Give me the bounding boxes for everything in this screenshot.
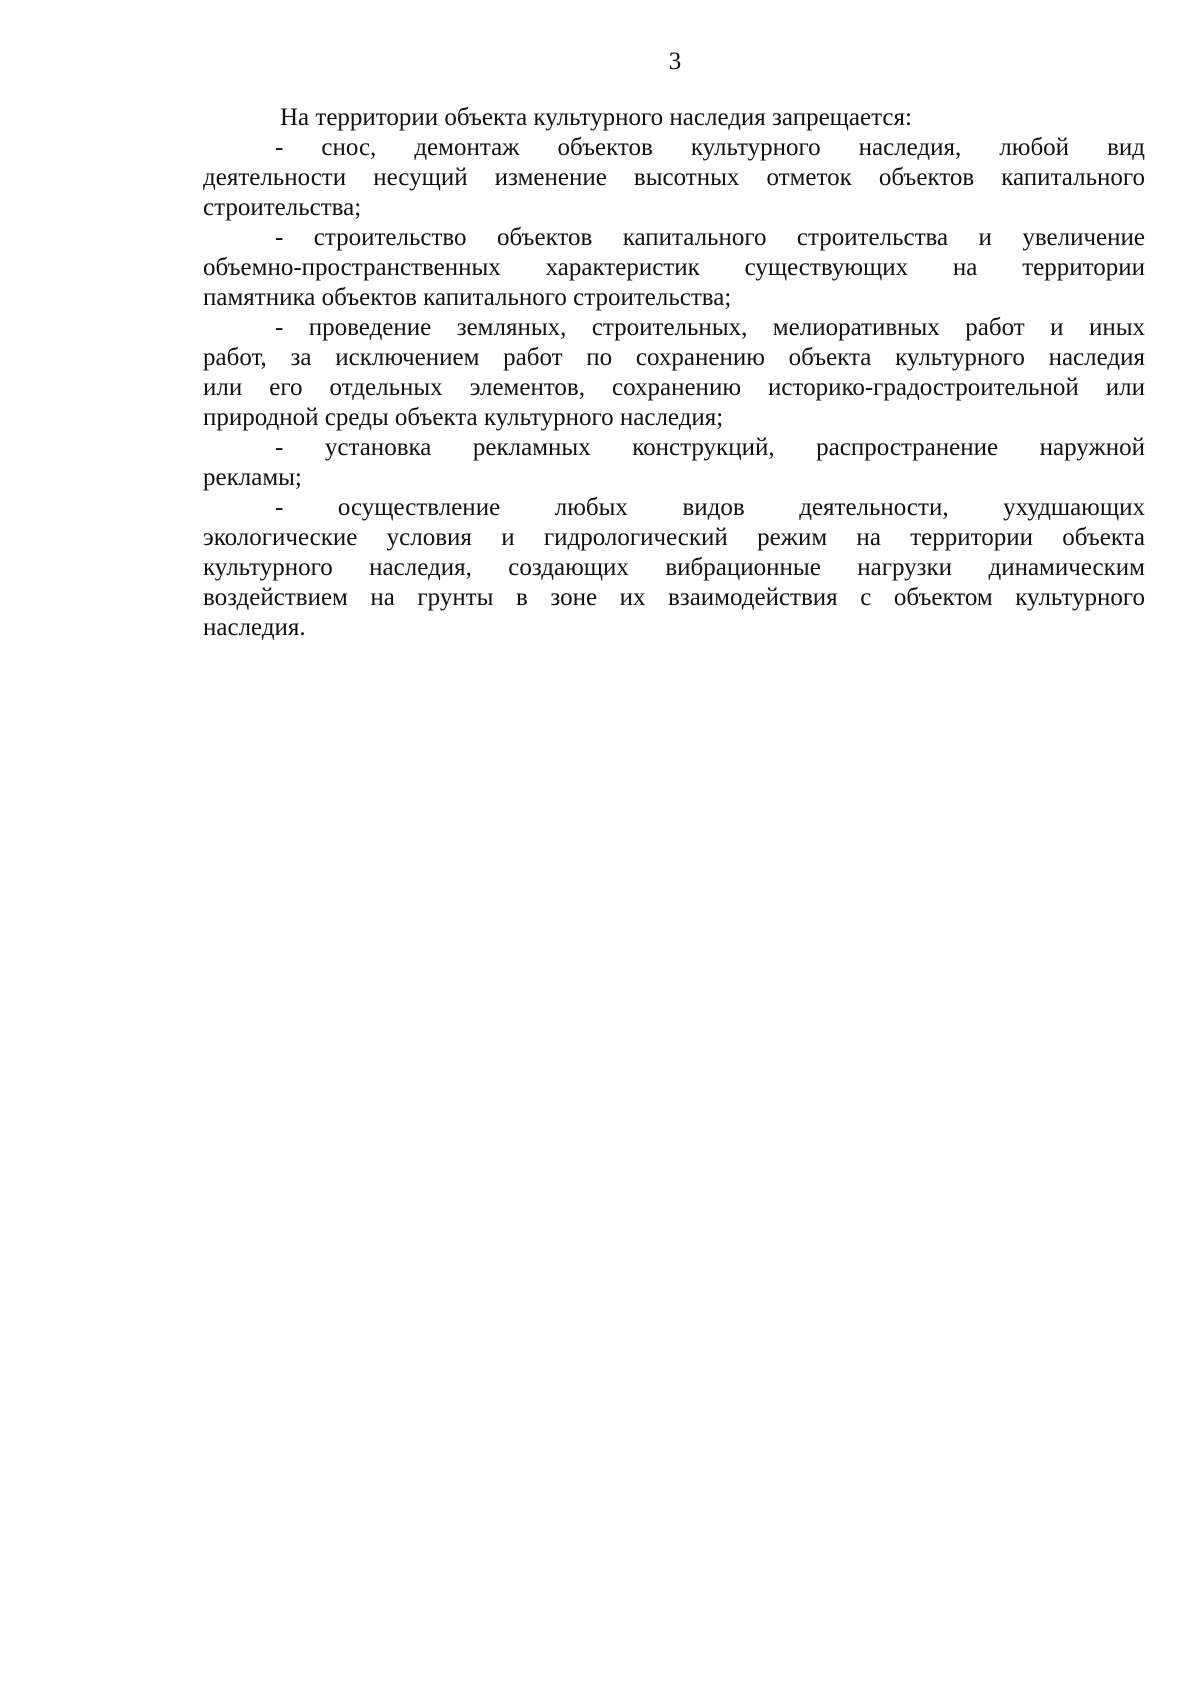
list-item-earthworks bbox=[203, 313, 1145, 433]
text-line: экологические условия и гидрологический режим на территории объекта bbox=[203, 524, 1145, 551]
text-line: строительства; bbox=[203, 194, 362, 221]
text-line: или его отдельных элементов, сохранению историко-градостроительной или bbox=[203, 374, 1145, 401]
text-line: - строительство объектов капитального строительства и увеличение bbox=[275, 224, 1145, 251]
text-line: - снос, демонтаж объектов культурного наследия, любой вид bbox=[275, 134, 1145, 161]
text-line: наследия. bbox=[203, 614, 306, 641]
list-item-construction bbox=[203, 223, 1145, 313]
intro-paragraph bbox=[203, 103, 1145, 133]
list-item-demolition bbox=[203, 133, 1145, 223]
text-line: - осуществление любых видов деятельности, ухудшающих bbox=[275, 494, 1145, 521]
text-line: воздействием на грунты в зоне их взаимодействия с объектом культурного bbox=[203, 584, 1145, 611]
page-number: 3 bbox=[668, 48, 682, 75]
text-line: работ, за исключением работ по сохранению объекта культурного наследия bbox=[203, 344, 1145, 371]
text-line: - проведение земляных, строительных, мелиоративных работ и иных bbox=[275, 314, 1145, 341]
document-body bbox=[203, 103, 1145, 643]
text-line: На территории объекта культурного наследия запрещается: bbox=[280, 104, 912, 131]
text-line: памятника объектов капитального строительства; bbox=[203, 284, 732, 311]
text-line: объемно-пространственных характеристик существующих на территории bbox=[203, 254, 1145, 281]
list-item-activities bbox=[203, 493, 1145, 643]
text-line: деятельности несущий изменение высотных отметок объектов капитального bbox=[203, 164, 1145, 191]
text-line: культурного наследия, создающих вибрационные нагрузки динамическим bbox=[203, 554, 1145, 581]
text-line: - установка рекламных конструкций, распространение наружной bbox=[275, 434, 1145, 461]
list-item-advertising bbox=[203, 433, 1145, 493]
text-line: рекламы; bbox=[203, 464, 302, 491]
text-line: природной среды объекта культурного наследия; bbox=[203, 404, 724, 431]
